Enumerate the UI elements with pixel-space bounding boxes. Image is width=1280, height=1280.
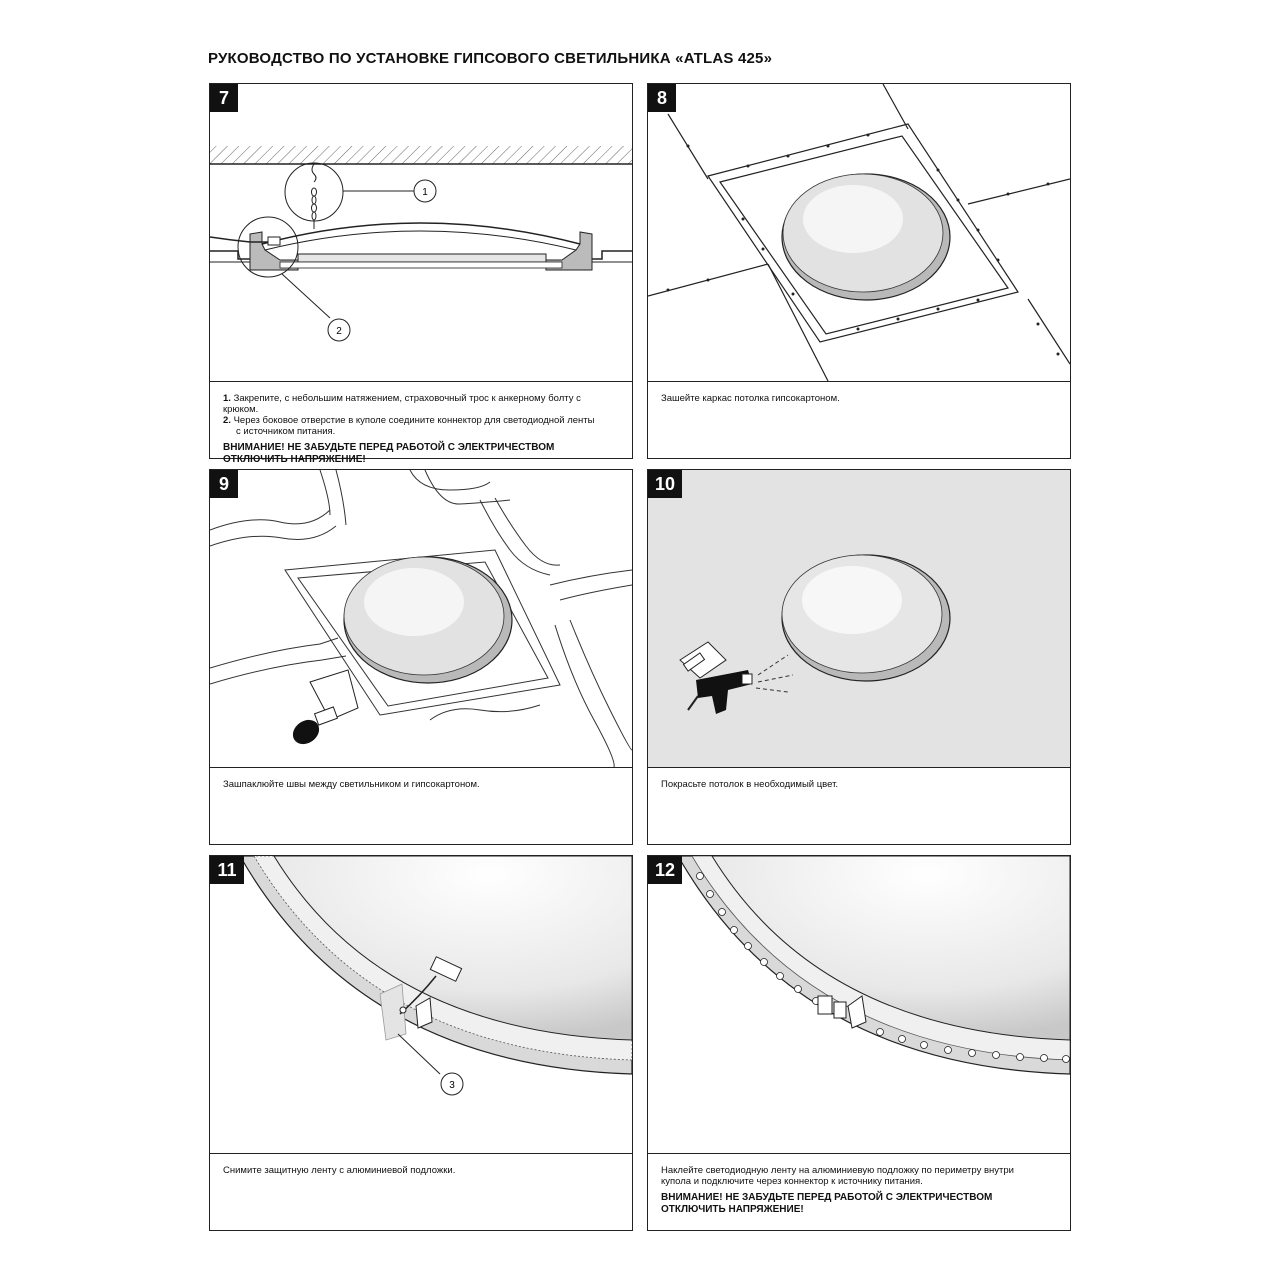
callout-3 bbox=[441, 1073, 463, 1095]
step-8-caption: Зашейте каркас потолка гипсокартоном. bbox=[661, 393, 840, 404]
step-number: 10 bbox=[648, 470, 682, 498]
warning-text: ВНИМАНИЕ! НЕ ЗАБУДЬТЕ ПЕРЕД РАБОТОЙ С ЭЛЕКТРИЧЕСТВОМ ОТКЛЮЧИТЬ НАПРЯЖЕНИЕ! bbox=[661, 1192, 993, 1215]
step-11-caption: Снимите защитную ленту с алюминиевой подложки. bbox=[223, 1165, 456, 1176]
svg-text:3: 3 bbox=[449, 1080, 455, 1091]
step-number: 9 bbox=[210, 470, 238, 498]
step-11-panel bbox=[209, 855, 633, 1231]
callout-1 bbox=[414, 180, 436, 202]
step-12-illustration bbox=[648, 856, 1070, 1154]
paint-ceiling-drawing bbox=[648, 470, 1070, 767]
step-number: 11 bbox=[210, 856, 244, 884]
warning-text: ВНИМАНИЕ! НЕ ЗАБУДЬТЕ ПЕРЕД РАБОТОЙ С ЭЛЕКТРИЧЕСТВОМ ОТКЛЮЧИТЬ НАПРЯЖЕНИЕ! bbox=[223, 442, 555, 465]
drywall-grid-drawing bbox=[648, 84, 1070, 381]
step-10-caption: Покрасьте потолок в необходимый цвет. bbox=[661, 779, 839, 790]
step-8-illustration bbox=[648, 84, 1070, 382]
step-7-caption bbox=[223, 393, 618, 466]
step-7-panel bbox=[209, 83, 633, 465]
document-title: РУКОВОДСТВО ПО УСТАНОВКЕ ГИПСОВОГО СВЕТИЛЬНИКА «ATLAS 425» bbox=[208, 50, 773, 67]
instruction-item: 2. Через боковое отверстие в куполе соедините коннектор для светодиодной ленты bbox=[223, 415, 595, 426]
putty-seams-drawing bbox=[210, 470, 632, 767]
step-12-panel bbox=[647, 855, 1071, 1231]
step-12-caption: Наклейте светодиодную ленту на алюминиевую подложку по периметру внутри купола и подключите через коннектор к источнику питания. ВНИМАНИЕ! НЕ ЗАБУДЬТЕ ПЕРЕД РАБОТОЙ С ЭЛЕКТРИЧЕСТВОМ ОТКЛЮЧИТЬ НАПРЯЖЕНИЕ! bbox=[661, 1165, 1056, 1216]
svg-text:1: 1 bbox=[422, 187, 428, 198]
step-9-illustration bbox=[210, 470, 632, 768]
step-number: 8 bbox=[648, 84, 676, 112]
install-led-strip-drawing bbox=[648, 856, 1070, 1153]
ceiling-section-drawing bbox=[210, 84, 632, 381]
svg-text:2: 2 bbox=[336, 326, 342, 337]
step-number: 12 bbox=[648, 856, 682, 884]
spray-gun-icon bbox=[680, 642, 752, 714]
spatula-icon bbox=[288, 670, 358, 749]
step-9-caption: Зашпаклюйте швы между светильником и гипсокартоном. bbox=[223, 779, 480, 790]
instruction-continuation: с источником питания. bbox=[236, 426, 336, 437]
step-10-illustration bbox=[648, 470, 1070, 768]
callout-2 bbox=[328, 319, 350, 341]
remove-protective-tape-drawing bbox=[210, 856, 632, 1153]
step-8-panel bbox=[647, 83, 1071, 459]
step-7-illustration bbox=[210, 84, 632, 382]
step-11-illustration bbox=[210, 856, 632, 1154]
step-number: 7 bbox=[210, 84, 238, 112]
instruction-item: 1. Закрепите, с небольшим натяжением, страховочный трос к анкерному болту с крюком. bbox=[223, 393, 581, 415]
step-9-panel bbox=[209, 469, 633, 845]
step-10-panel bbox=[647, 469, 1071, 845]
